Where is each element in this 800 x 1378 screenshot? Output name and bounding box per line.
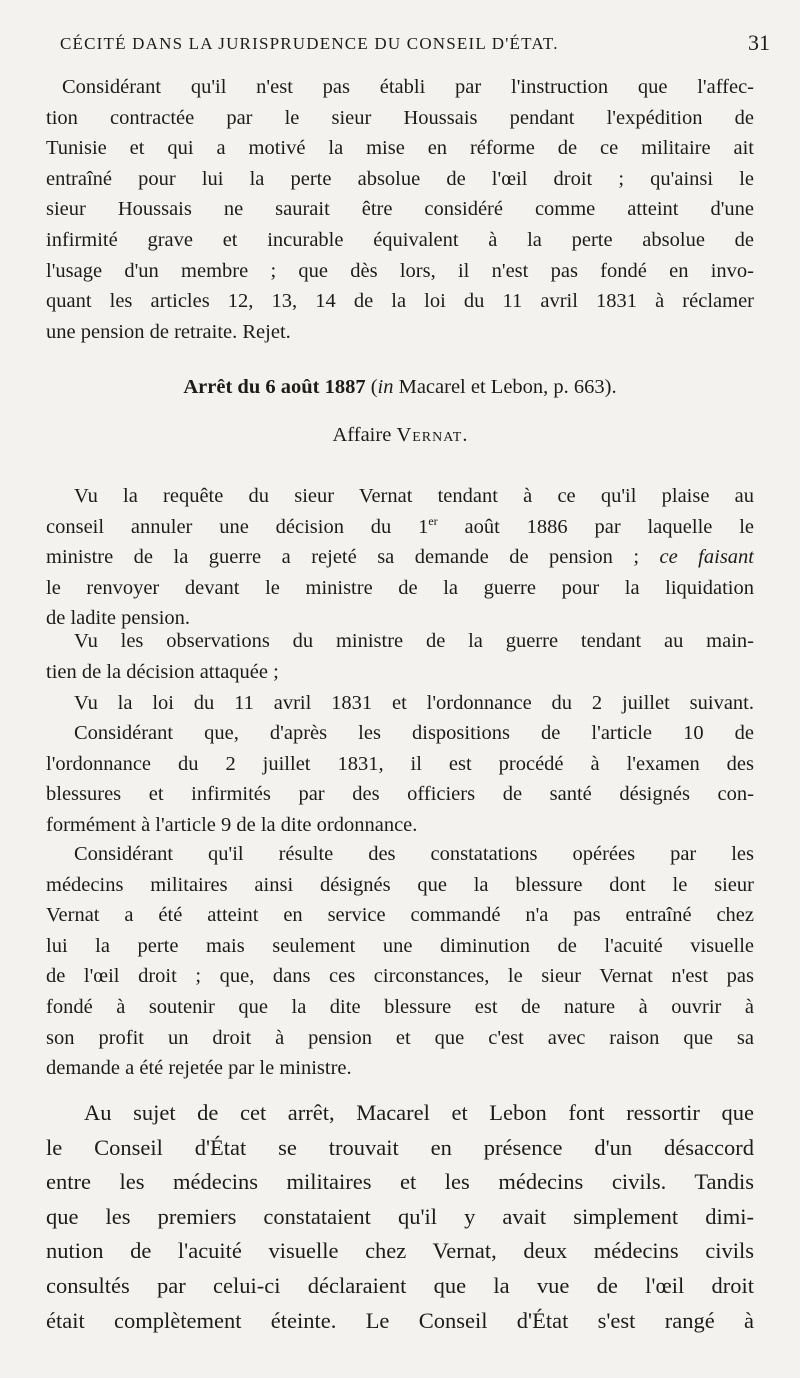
text-line: demande a été rejetée par le ministre. — [46, 1057, 352, 1080]
text-line: une pension de retraite. Rejet. — [46, 320, 291, 343]
text-line: consultés par celui-ci déclaraient que la vue de l'œil droit — [46, 1272, 754, 1298]
text-line: entraîné pour lui la perte absolue de l'œil droit ; qu'ainsi le — [46, 167, 754, 190]
text-line: de l'œil droit ; que, dans ces circonstances, le sieur Vernat n'est pas — [46, 965, 754, 988]
paragraph-constatations — [46, 839, 754, 1084]
arret-heading: Arrêt du 6 août 1887 (in Macarel et Lebon, p. 663). — [183, 376, 617, 398]
text-line: Considérant que, d'après les dispositions de l'article 10 de — [74, 722, 754, 744]
text-line: lui la perte mais seulement une diminution de l'acuité visuelle — [46, 934, 754, 957]
text-line: l'ordonnance du 2 juillet 1831, il est procédé à l'examen des — [46, 752, 754, 775]
text-line: Vu la loi du 11 avril 1831 et l'ordonnance du 2 juillet suivant. — [74, 692, 754, 714]
running-title: CÉCITÉ DANS LA JURISPRUDENCE DU CONSEIL D'ÉTAT. — [60, 34, 559, 53]
arret-source: Macarel et Lebon, p. 663). — [393, 376, 617, 398]
running-header — [60, 30, 770, 55]
paragraph-observations — [46, 626, 754, 687]
text-line: était complètement éteinte. Le Conseil d'État s'est rangé à — [46, 1307, 754, 1333]
text-line: Considérant qu'il n'est pas établi par l'instruction que l'affec- — [62, 76, 754, 98]
text-line: quant les articles 12, 13, 14 de la loi du 11 avril 1831 à réclamer — [46, 290, 754, 313]
text-line: médecins militaires ainsi désignés que la blessure dont le sieur — [46, 873, 754, 896]
paragraph-houssais — [46, 72, 754, 347]
text-line: tion contractée par le sieur Houssais pendant l'expédition de — [46, 106, 754, 129]
text-line: formément à l'article 9 de la dite ordonnance. — [46, 813, 418, 836]
paragraph-commentary — [46, 1096, 754, 1338]
text-line: Vu les observations du ministre de la guerre tendant au main- — [74, 630, 754, 652]
text-line: le renvoyer devant le ministre de la guerre pour la liquidation — [46, 576, 754, 599]
text-line: nution de l'acuité visuelle chez Vernat, deux médecins civils — [46, 1238, 754, 1264]
text-line: Au sujet de cet arrêt, Macarel et Lebon font ressortir que — [84, 1100, 754, 1125]
affaire-heading: Affaire Vernat. — [332, 424, 468, 446]
ce-faisant: ce faisant — [659, 546, 754, 569]
text-line: Tunisie et qui a motivé la mise en réforme de ce militaire ait — [46, 137, 754, 160]
text-line: Vu la requête du sieur Vernat tendant à ce qu'il plaise au — [74, 485, 754, 507]
text-line: le Conseil d'État se trouvait en présence d'un désaccord — [46, 1134, 754, 1160]
text-line: ministre de la guerre a rejeté sa demande de pension ; ce faisant — [46, 546, 754, 569]
text-line: l'usage d'un membre ; que dès lors, il n'est pas fondé en invo- — [46, 259, 754, 282]
text-line: blessures et infirmités par des officiers de santé désignés con- — [46, 783, 754, 806]
text-line: conseil annuler une décision du 1er août 1886 par laquelle le — [46, 513, 754, 538]
affaire-name: Vernat — [396, 424, 463, 446]
text-line: fondé à soutenir que la dite blessure est de nature à ouvrir à — [46, 995, 754, 1018]
text-line: infirmité grave et incurable équivalent à la perte absolue de — [46, 228, 754, 251]
paragraph-ordonnance — [46, 718, 754, 840]
text-line: sieur Houssais ne saurait être considéré comme atteint d'une — [46, 198, 754, 221]
text-line: son profit un droit à pension et que c'est avec raison que sa — [46, 1026, 754, 1049]
text-line: tien de la décision attaquée ; — [46, 660, 279, 683]
text-line: entre les médecins militaires et les médecins civils. Tandis — [46, 1169, 754, 1195]
text-line: Vernat a été atteint en service commandé n'a pas entraîné chez — [46, 904, 754, 927]
page-number: 31 — [748, 30, 770, 55]
text-line: Considérant qu'il résulte des constatations opérées par les — [74, 843, 754, 865]
arret-date: Arrêt du 6 août 1887 — [183, 376, 366, 398]
text-line: de ladite pension. — [46, 607, 191, 630]
arret-in: in — [377, 376, 394, 398]
paragraph-requete — [46, 481, 754, 634]
text-line: que les premiers constataient qu'il y avait simplement dimi- — [46, 1203, 754, 1229]
paragraph-loi — [46, 688, 754, 719]
